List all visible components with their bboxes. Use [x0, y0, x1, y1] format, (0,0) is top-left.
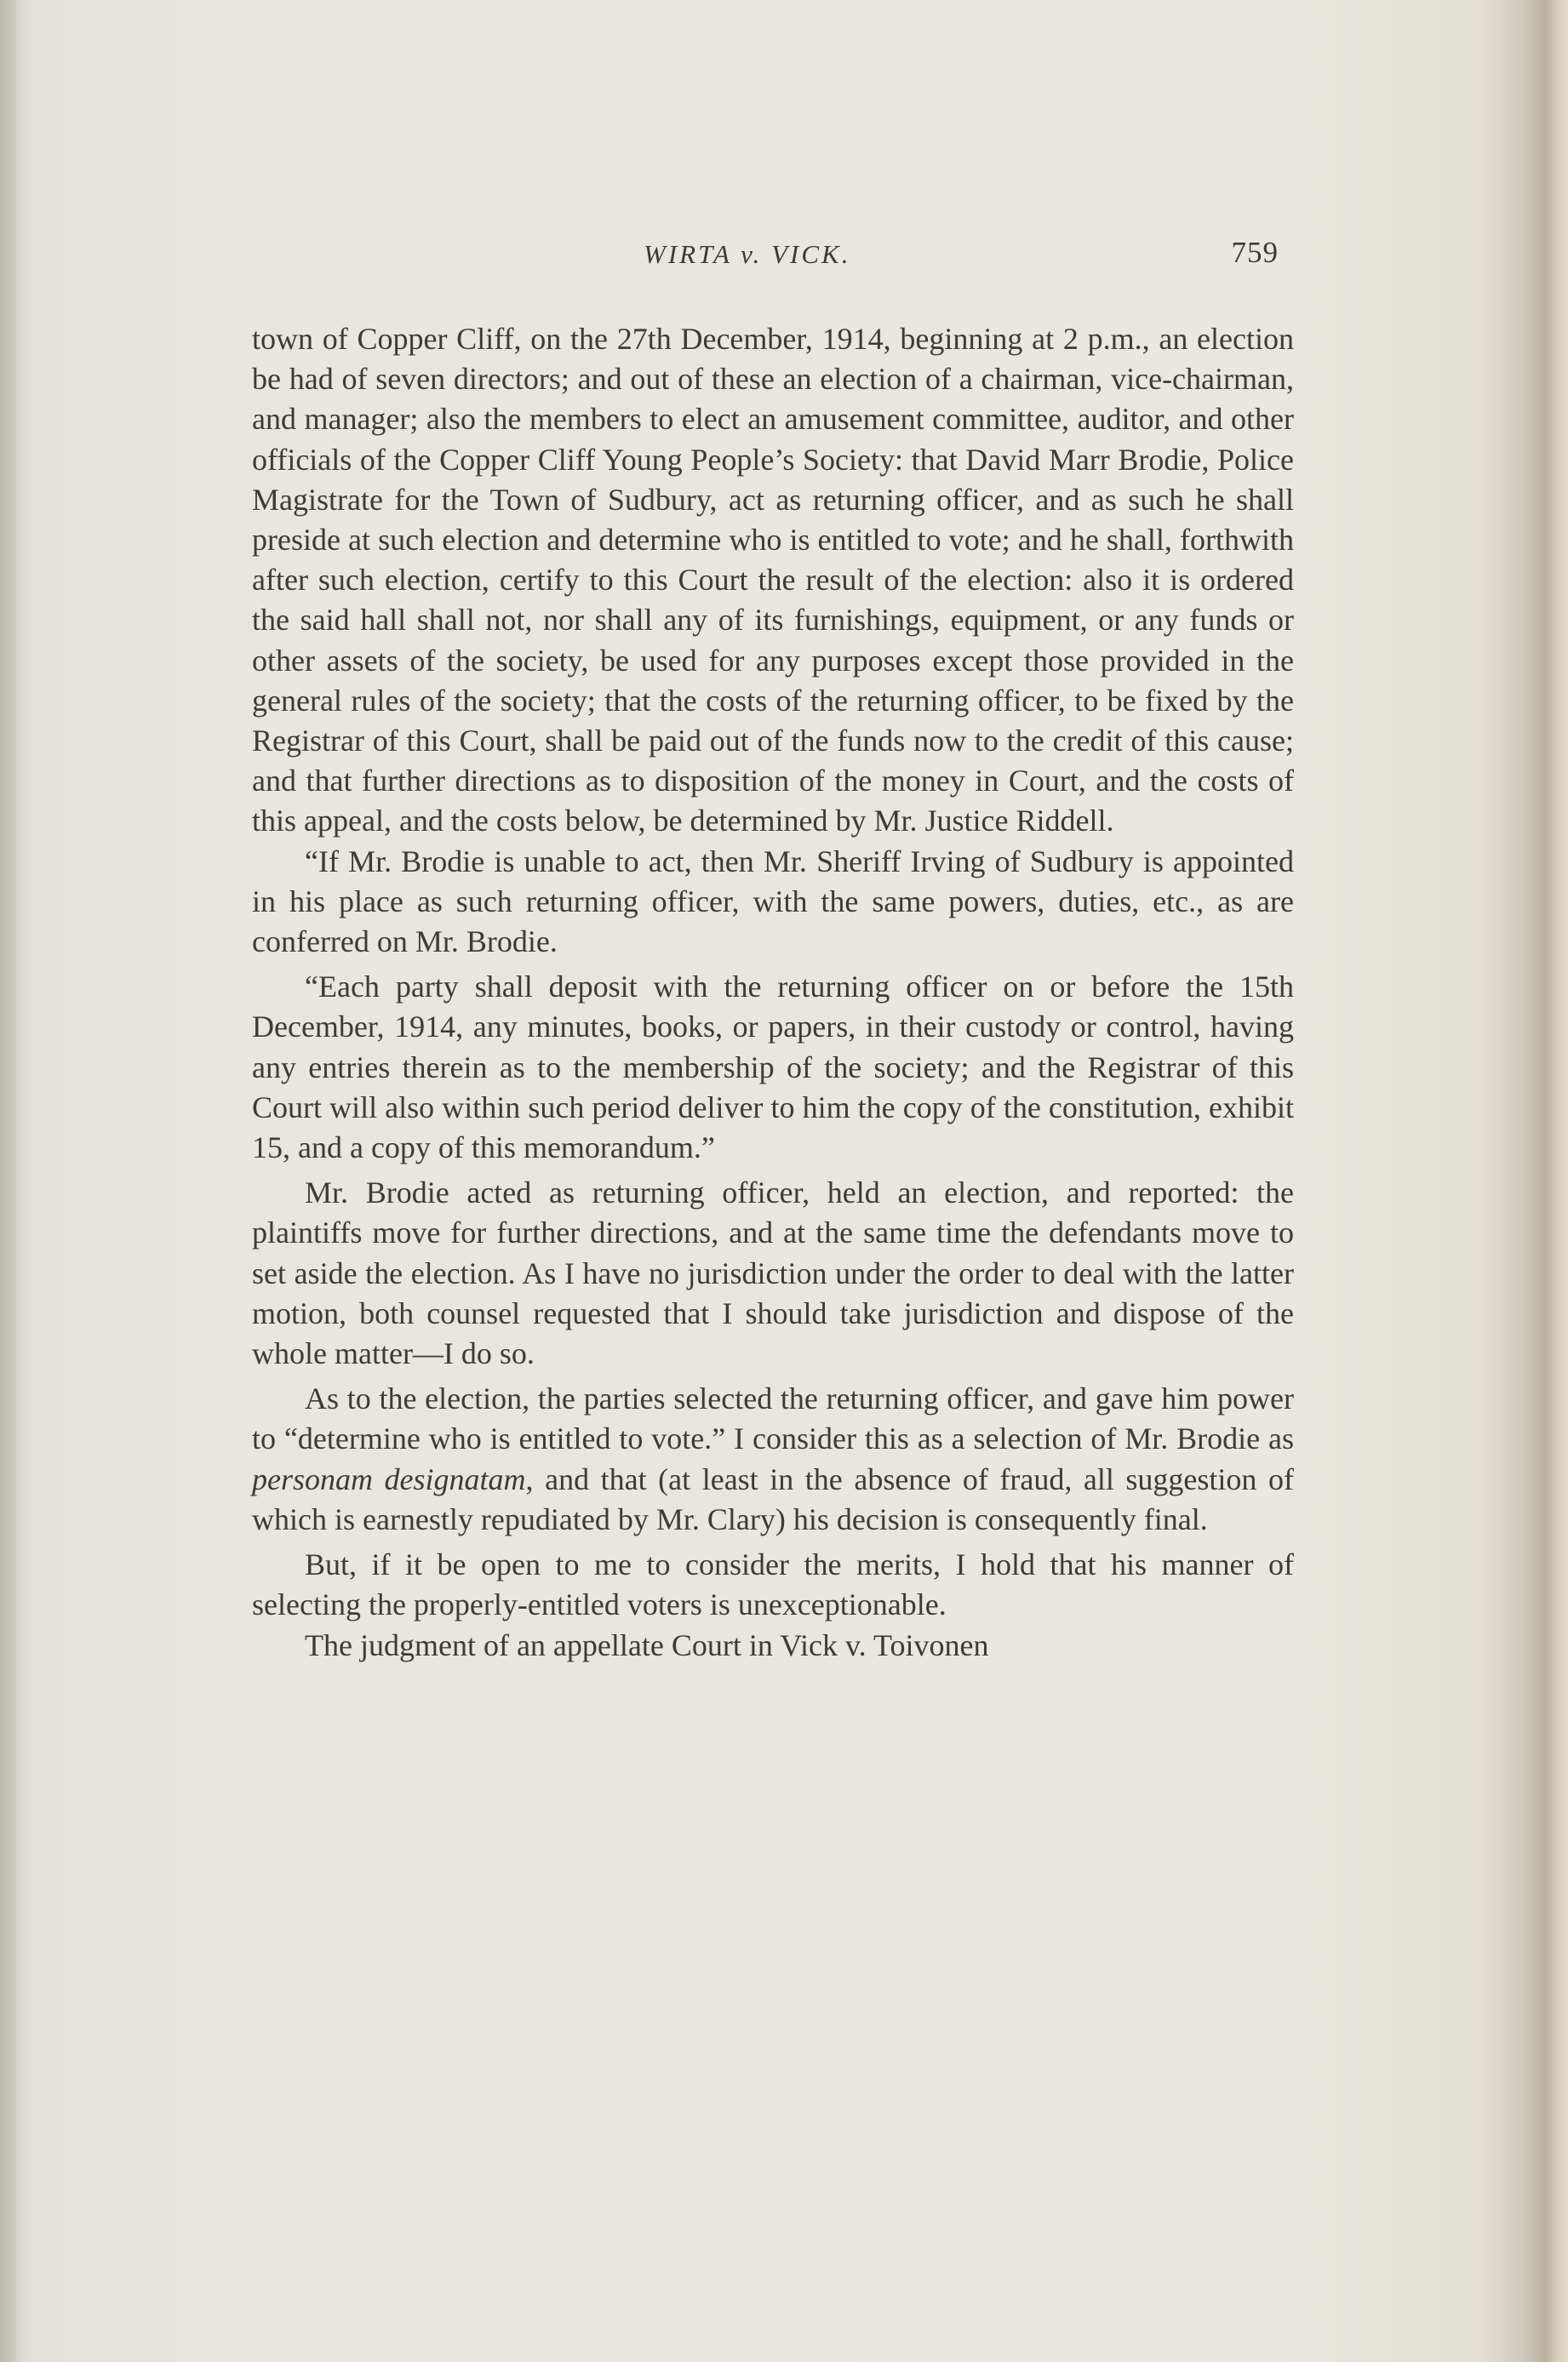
paragraph-text-before: As to the election, the parties selected the returning officer, and gave him power to “determine who is entitled to vote.” I consider this as a selection of Mr. Brodie as	[252, 1381, 1294, 1456]
paragraph-judgment: The judgment of an appellate Court in Vick v. Toivonen	[305, 1627, 989, 1662]
paragraph-text-after: , and that (at least in the absence of fraud, all suggestion of which is earnestly repudiated by Mr. Clary) his decision is consequently final.	[252, 1461, 1294, 1536]
paragraph-quote-sheriff: “If Mr. Brodie is unable to act, then Mr. Sheriff Irving of Sudbury is appointed in his place as such returning officer, with the same powers, duties, etc., as are conferred on Mr. Brodie.	[252, 844, 1294, 959]
paragraph-personam-designatam	[252, 1379, 1294, 1540]
page-fold-shadow	[0, 0, 22, 2362]
paragraph-quote-deposit: “Each party shall deposit with the returning officer on or before the 15th December, 1914, any minutes, books, or papers, in their custody or control, having any entries therein as to the membership of the society; and the Registrar of this Court will also within such period deliver to him the copy of the constitution, exhibit 15, and a copy of this memorandum.”	[252, 969, 1294, 1165]
paragraph-continued: town of Copper Cliff, on the 27th December, 1914, beginning at 2 p.m., an election be had of seven directors; and out of these an election of a chairman, vice-chairman, and manager; also the members to elect an amusement committee, auditor, and other officials of the Copper Cliff Young People’s Society: that David Marr Brodie, Police Magistrate for the Town of Sudbury, act as returning officer, and as such he shall preside at such election and determine who is entitled to vote; and he shall, forthwith after such election, certify to this Court the result of the election: also it is ordered the said hall shall not, nor shall any of its furnishings, equipment, or any funds or other assets of the society, be used for any purposes except those provided in the general rules of the society; that the costs of the returning officer, to be fixed by the Registrar of this Court, shall be paid out of the funds now to the credit of this cause; and that further directions as to disposition of the money in Court, and the costs of this appeal, and the costs below, be determined by Mr. Justice Riddell.	[252, 322, 1294, 838]
running-head	[252, 232, 1294, 283]
paragraph-merits: But, if it be open to me to consider the merits, I hold that his manner of selecting the properly-entitled voters is unexceptionable.	[252, 1547, 1294, 1622]
italic-latin-phrase: personam designatam	[252, 1461, 526, 1496]
paragraph-election-report: Mr. Brodie acted as returning officer, held an election, and reported: the plaintiffs move for further directions, and at the same time the defendants move to set aside the election. As I have no jurisdiction under the order to deal with the latter motion, both counsel requested that I should take jurisdiction and dispose of the whole matter—I do so.	[252, 1175, 1294, 1371]
running-title: WIRTA v. VICK.	[644, 239, 851, 269]
body-text	[252, 319, 1294, 1666]
page-number: 759	[1231, 236, 1279, 269]
